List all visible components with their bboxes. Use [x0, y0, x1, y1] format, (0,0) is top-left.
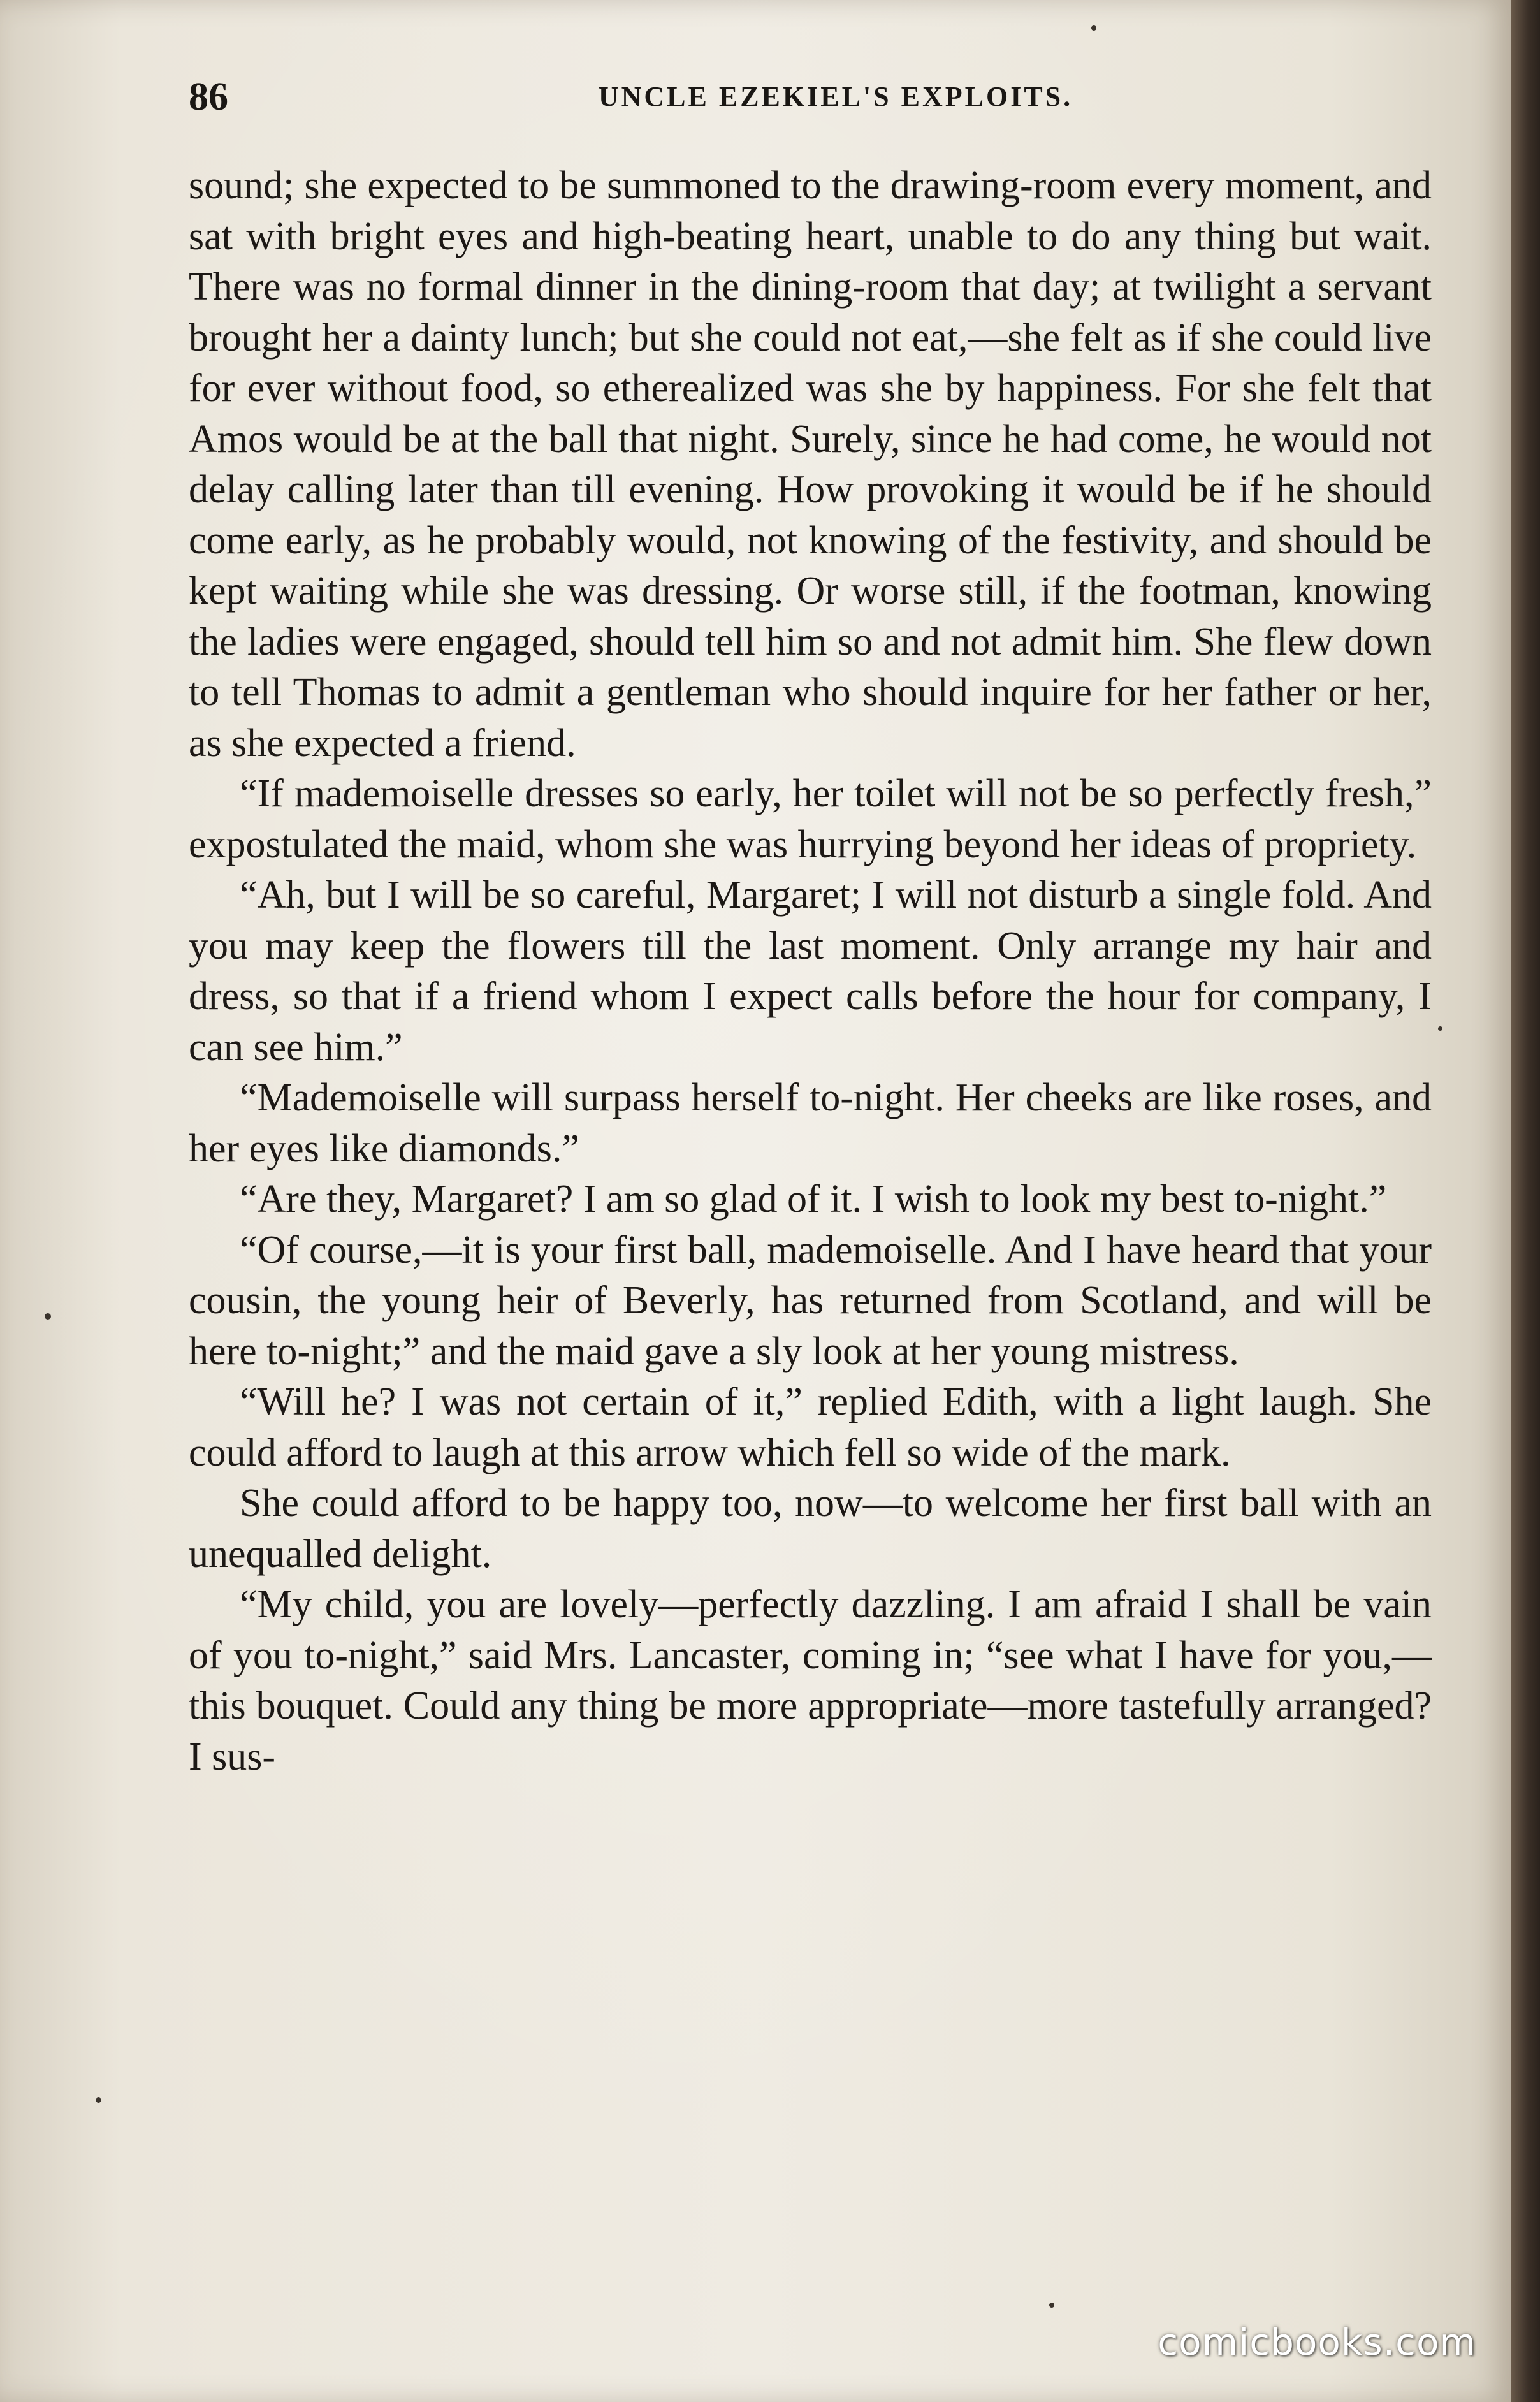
page-header	[189, 71, 1432, 122]
paragraph: “If mademoiselle dresses so early, her toilet will not be so perfectly fresh,” expostulated the maid, whom she was hurrying beyond her ideas of propriety.	[189, 772, 1432, 866]
site-watermark: comicbooks.com	[1158, 2320, 1476, 2364]
paper-speck	[96, 2097, 101, 2103]
paper-speck	[1438, 1026, 1442, 1031]
paper-speck	[45, 1313, 51, 1320]
paper-speck	[1049, 2303, 1054, 2308]
running-head: UNCLE EZEKIEL'S EXPLOITS.	[598, 81, 1073, 112]
paragraph: “Ah, but I will be so careful, Margaret; I will not disturb a single fold. And you may keep the flowers till the last moment. Only arrange my hair and dress, so that if a friend whom I expect calls before the hour for company, I can see him.”	[189, 873, 1432, 1069]
paragraph: “Of course,—it is your first ball, mademoiselle. And I have heard that your cousin, the young heir of Beverly, has returned from Scotland, and will be here to-night;” and the maid gave a sly look at her young mistress.	[189, 1228, 1432, 1373]
page-number: 86	[189, 75, 228, 119]
paragraph: “My child, you are lovely—perfectly dazzling. I am afraid I shall be vain of you to-night,” said Mrs. Lancaster, coming in; “see what I have for you,—this bouquet. Could any thing be more appropriate—more tastefully arranged? I sus-	[189, 1583, 1432, 1779]
paragraph: She could afford to be happy too, now—to welcome her first ball with an unequalled delight.	[189, 1481, 1432, 1576]
book-spine-edge	[1511, 0, 1540, 2402]
paragraph: “Are they, Margaret? I am so glad of it. I wish to look my best to-night.”	[240, 1177, 1387, 1221]
paragraph: “Mademoiselle will surpass herself to-night. Her cheeks are like roses, and her eyes like diamonds.”	[189, 1076, 1432, 1170]
paragraph: sound; she expected to be summoned to the drawing-room every moment, and sat with bright eyes and high-beating heart, unable to do any thing but wait. There was no formal dinner in the dining-room that day; at twilight a servant brought her a dainty lunch; but she could not eat,—she felt as if she could live for ever without food, so etherealized was she by happiness. For she felt that Amos would be at the ball that night. Surely, since he had come, he would not delay calling later than till evening. How provoking it would be if he should come early, as he probably would, not knowing of the festivity, and should be kept waiting while she was dressing. Or worse still, if the footman, knowing the ladies were engaged, should tell him so and not admit him. She flew down to tell Thomas to admit a gentleman who should inquire for her father or her, as she expected a friend.	[189, 164, 1432, 765]
body-text	[189, 161, 1432, 1782]
paper-speck	[1091, 25, 1096, 31]
paragraph: “Will he? I was not certain of it,” replied Edith, with a light laugh. She could afford to laugh at this arrow which fell so wide of the mark.	[189, 1380, 1432, 1474]
